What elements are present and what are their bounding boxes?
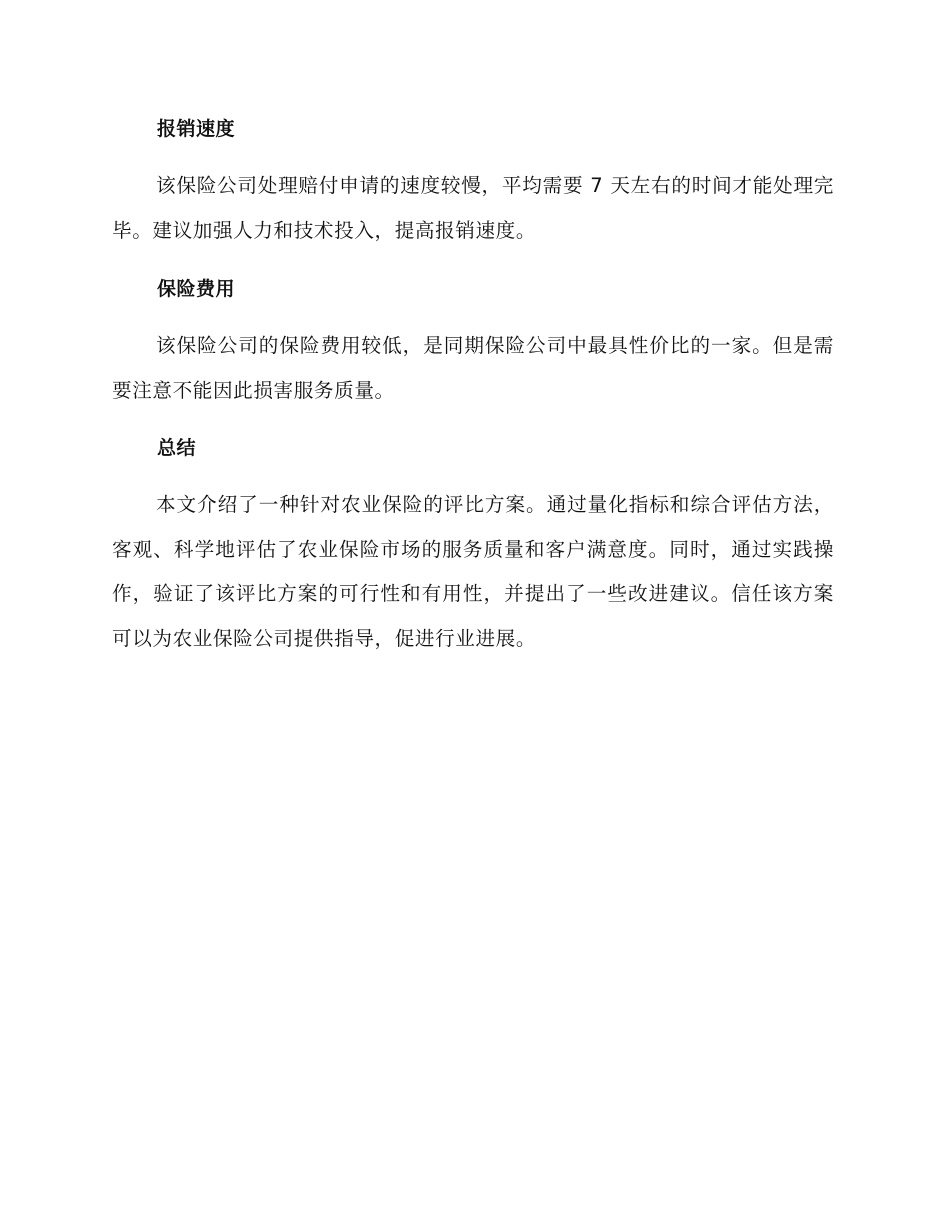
section-heading-insurance-fee: 保险费用 xyxy=(157,278,236,300)
section-heading-reimbursement-speed: 报销速度 xyxy=(157,118,236,140)
section-body-reimbursement-speed: 该保险公司处理赔付申请的速度较慢，平均需要 7 天左右的时间才能处理完毕。建议加强人力和技术投入，提高报销速度。 xyxy=(112,174,834,242)
section-heading-summary: 总结 xyxy=(157,437,197,459)
section-body-summary: 本文介绍了一种针对农业保险的评比方案。通过量化指标和综合评估方法，客观、科学地评估了农业保险市场的服务质量和客户满意度。同时，通过实践操作，验证了该评比方案的可行性和有用性，并提出了一些改进建议。信任该方案可以为农业保险公司提供指导，促进行业进展。 xyxy=(112,493,834,650)
section-body-insurance-fee: 该保险公司的保险费用较低，是同期保险公司中最具性价比的一家。但是需要注意不能因此损害服务质量。 xyxy=(112,334,834,402)
